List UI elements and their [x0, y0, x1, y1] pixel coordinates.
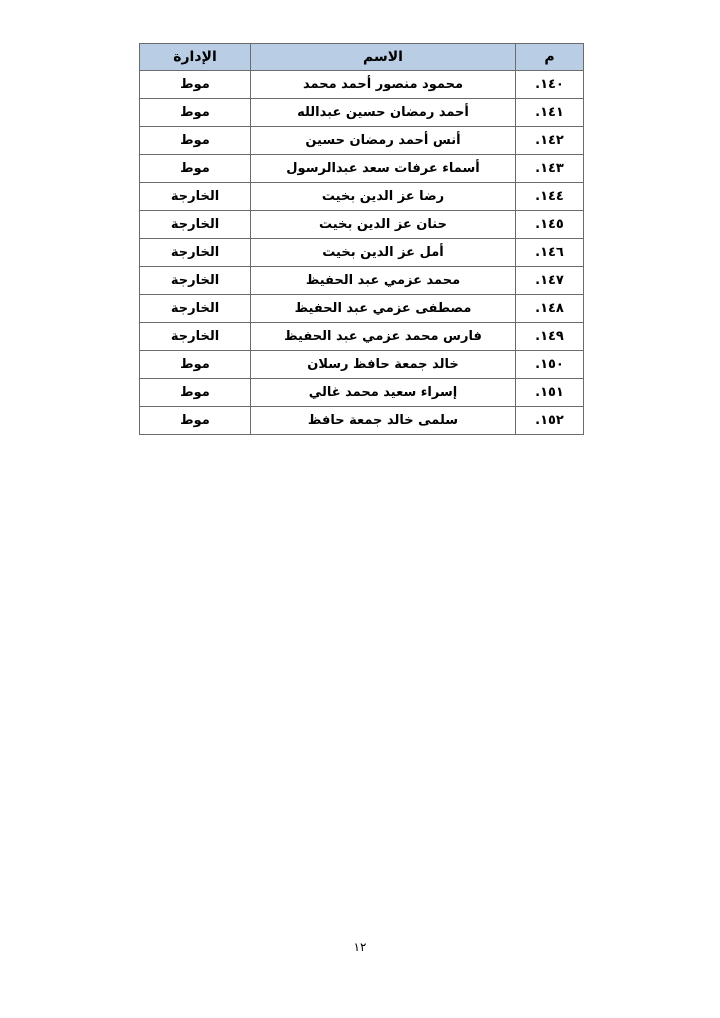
- row-name: أحمد رمضان حسين عبدالله: [251, 99, 516, 127]
- row-department: موط: [140, 379, 251, 407]
- row-number: ١٤٢.: [516, 127, 584, 155]
- table-row: [140, 99, 584, 127]
- row-number: ١٤٨.: [516, 295, 584, 323]
- table-body: [140, 71, 584, 435]
- row-department: موط: [140, 71, 251, 99]
- row-name: سلمى خالد جمعة حافظ: [251, 407, 516, 435]
- row-department: الخارجة: [140, 295, 251, 323]
- row-department: الخارجة: [140, 211, 251, 239]
- row-name: أسماء عرفات سعد عبدالرسول: [251, 155, 516, 183]
- table-header-row: [140, 44, 584, 71]
- table-row: [140, 407, 584, 435]
- table-row: [140, 295, 584, 323]
- table-row: [140, 267, 584, 295]
- row-number: ١٥٠.: [516, 351, 584, 379]
- header-department: الإدارة: [140, 44, 251, 71]
- row-name: رضا عز الدين بخيت: [251, 183, 516, 211]
- row-number: ١٤٥.: [516, 211, 584, 239]
- table-row: [140, 323, 584, 351]
- table-row: [140, 239, 584, 267]
- header-number: م: [516, 44, 584, 71]
- row-department: موط: [140, 155, 251, 183]
- row-number: ١٥١.: [516, 379, 584, 407]
- row-number: ١٤٤.: [516, 183, 584, 211]
- roster-table: [139, 43, 584, 435]
- row-number: ١٥٢.: [516, 407, 584, 435]
- row-department: موط: [140, 99, 251, 127]
- row-number: ١٤٠.: [516, 71, 584, 99]
- row-number: ١٤١.: [516, 99, 584, 127]
- row-department: الخارجة: [140, 323, 251, 351]
- row-department: الخارجة: [140, 267, 251, 295]
- row-name: مصطفى عزمي عبد الحفيظ: [251, 295, 516, 323]
- table-row: [140, 155, 584, 183]
- row-number: ١٤٦.: [516, 239, 584, 267]
- row-number: ١٤٧.: [516, 267, 584, 295]
- row-department: الخارجة: [140, 239, 251, 267]
- row-number: ١٤٣.: [516, 155, 584, 183]
- row-name: محمود منصور أحمد محمد: [251, 71, 516, 99]
- row-name: أمل عز الدين بخيت: [251, 239, 516, 267]
- table-row: [140, 71, 584, 99]
- row-department: الخارجة: [140, 183, 251, 211]
- page-number: ١٢: [353, 940, 367, 954]
- row-name: خالد جمعة حافظ رسلان: [251, 351, 516, 379]
- row-name: حنان عز الدين بخيت: [251, 211, 516, 239]
- table-row: [140, 351, 584, 379]
- table-row: [140, 127, 584, 155]
- row-number: ١٤٩.: [516, 323, 584, 351]
- row-name: إسراء سعيد محمد غالي: [251, 379, 516, 407]
- table-row: [140, 379, 584, 407]
- table-row: [140, 183, 584, 211]
- header-name: الاسم: [251, 44, 516, 71]
- row-name: محمد عزمي عبد الحفيظ: [251, 267, 516, 295]
- row-department: موط: [140, 351, 251, 379]
- row-name: فارس محمد عزمي عبد الحفيظ: [251, 323, 516, 351]
- row-department: موط: [140, 127, 251, 155]
- table-row: [140, 211, 584, 239]
- row-name: أنس أحمد رمضان حسين: [251, 127, 516, 155]
- row-department: موط: [140, 407, 251, 435]
